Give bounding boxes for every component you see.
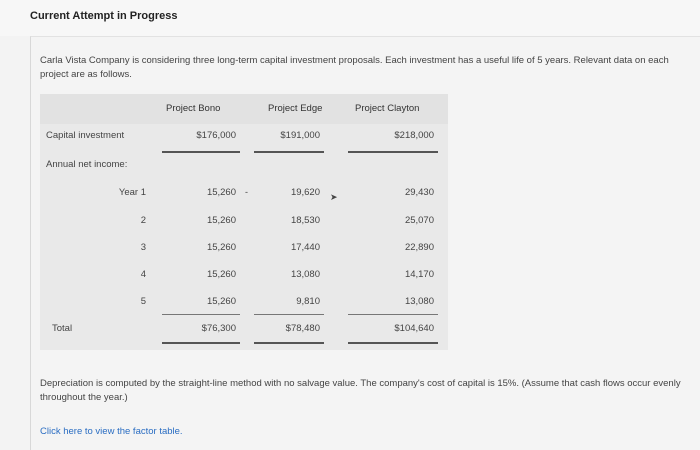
capital-underline-clayton bbox=[348, 151, 438, 153]
income-edge: 17,440 bbox=[290, 242, 320, 253]
income-bono: 15,260 bbox=[206, 242, 236, 253]
total-underline-clayton bbox=[348, 342, 438, 344]
total-bono: $76,300 bbox=[201, 323, 236, 334]
total-edge: $78,480 bbox=[285, 323, 320, 334]
year-label: 5 bbox=[140, 296, 146, 307]
income-edge: 18,530 bbox=[290, 215, 320, 226]
assumptions-text: Depreciation is computed by the straight-line method with no salvage value. The company's cost of capital is 15%. (Assume that cash flows occur evenly throughout the year.) bbox=[40, 378, 681, 403]
year-label: Year 1 bbox=[118, 187, 146, 198]
capital-edge: $191,000 bbox=[280, 130, 320, 141]
total-underline-bono bbox=[162, 342, 240, 344]
year-label: 4 bbox=[140, 269, 146, 280]
income-edge: 19,620 bbox=[290, 187, 320, 198]
income-bono: 15,260 bbox=[206, 215, 236, 226]
mouse-pointer-icon: ➤ bbox=[330, 192, 338, 202]
total-clayton: $104,640 bbox=[394, 323, 434, 334]
column-header-edge: Project Edge bbox=[268, 103, 323, 114]
annual-net-income-label: Annual net income: bbox=[46, 159, 128, 170]
income-edge: 9,810 bbox=[296, 296, 320, 307]
factor-table-link[interactable]: Click here to view the factor table. bbox=[40, 426, 183, 437]
income-bono: 15,260 bbox=[206, 187, 236, 198]
column-header-clayton: Project Clayton bbox=[355, 103, 420, 114]
column-header-bono: Project Bono bbox=[166, 103, 221, 114]
year-label: 2 bbox=[140, 215, 146, 226]
income-bono: 15,260 bbox=[206, 269, 236, 280]
header-bar bbox=[0, 0, 700, 36]
income-edge: 13,080 bbox=[290, 269, 320, 280]
income-clayton: 22,890 bbox=[404, 242, 434, 253]
income-clayton: 14,170 bbox=[404, 269, 434, 280]
capital-underline-edge bbox=[254, 151, 324, 153]
problem-statement: Carla Vista Company is considering three long-term capital investment proposals. Each investment has a useful life of 5 years. Relevant data on each project are as follows. bbox=[40, 55, 669, 80]
subtotal-line-clayton bbox=[348, 314, 438, 315]
income-clayton: 29,430 bbox=[404, 187, 434, 198]
cursor-mark: - bbox=[245, 187, 248, 197]
income-bono: 15,260 bbox=[206, 296, 236, 307]
income-clayton: 13,080 bbox=[404, 296, 434, 307]
page-title: Current Attempt in Progress bbox=[30, 10, 178, 22]
total-label: Total bbox=[52, 323, 73, 334]
subtotal-line-bono bbox=[162, 314, 240, 315]
income-clayton: 25,070 bbox=[404, 215, 434, 226]
capital-bono: $176,000 bbox=[196, 130, 236, 141]
capital-underline-bono bbox=[162, 151, 240, 153]
total-underline-edge bbox=[254, 342, 324, 344]
subtotal-line-edge bbox=[254, 314, 324, 315]
capital-investment-label: Capital investment bbox=[46, 130, 125, 141]
capital-clayton: $218,000 bbox=[394, 130, 434, 141]
year-label: 3 bbox=[140, 242, 146, 253]
